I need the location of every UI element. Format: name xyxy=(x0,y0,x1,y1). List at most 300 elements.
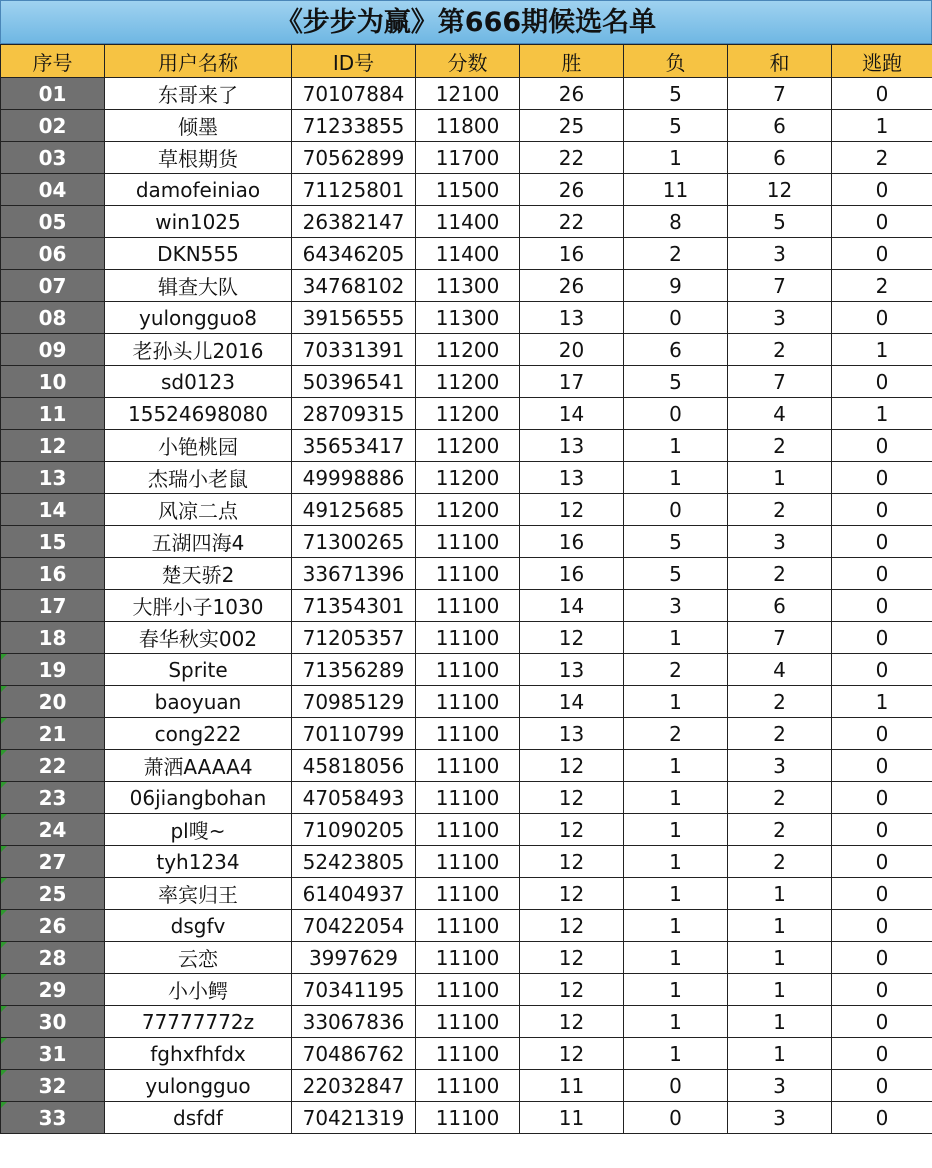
draws-cell[interactable]: 2 xyxy=(728,814,832,846)
table-row xyxy=(1,910,932,942)
wins-cell[interactable]: 12 xyxy=(520,1006,624,1038)
losses-cell[interactable]: 0 xyxy=(624,302,728,334)
header-row xyxy=(1,45,932,78)
id-cell[interactable]: 70422054 xyxy=(292,910,416,942)
score-cell[interactable]: 11100 xyxy=(416,590,520,622)
escapes-cell[interactable]: 0 xyxy=(832,814,932,846)
wins-cell[interactable]: 13 xyxy=(520,654,624,686)
wins-cell[interactable]: 26 xyxy=(520,78,624,110)
escapes-cell[interactable]: 0 xyxy=(832,462,932,494)
escapes-cell[interactable]: 0 xyxy=(832,78,932,110)
username-cell[interactable]: dsfdf xyxy=(105,1102,292,1134)
header-cell-wins[interactable]: 胜 xyxy=(520,45,624,78)
losses-cell[interactable]: 1 xyxy=(624,1038,728,1070)
username-cell[interactable]: 草根期货 xyxy=(105,142,292,174)
wins-cell[interactable]: 12 xyxy=(520,846,624,878)
id-cell[interactable]: 70562899 xyxy=(292,142,416,174)
id-cell[interactable]: 61404937 xyxy=(292,878,416,910)
score-cell[interactable]: 11300 xyxy=(416,270,520,302)
username-cell[interactable]: 老孙头儿2016 xyxy=(105,334,292,366)
wins-cell[interactable]: 16 xyxy=(520,238,624,270)
index-cell[interactable]: 33 xyxy=(1,1102,105,1134)
draws-cell[interactable]: 7 xyxy=(728,622,832,654)
wins-cell[interactable]: 12 xyxy=(520,942,624,974)
draws-cell[interactable]: 1 xyxy=(728,974,832,1006)
draws-cell[interactable]: 1 xyxy=(728,462,832,494)
wins-cell[interactable]: 16 xyxy=(520,526,624,558)
score-cell[interactable]: 11200 xyxy=(416,334,520,366)
username-cell[interactable]: 春华秋实002 xyxy=(105,622,292,654)
losses-cell[interactable]: 6 xyxy=(624,334,728,366)
username-cell[interactable]: 率宾归王 xyxy=(105,878,292,910)
table-row xyxy=(1,750,932,782)
escapes-cell[interactable]: 0 xyxy=(832,238,932,270)
header-cell-index[interactable]: 序号 xyxy=(1,45,105,78)
score-cell[interactable]: 11300 xyxy=(416,302,520,334)
wins-cell[interactable]: 14 xyxy=(520,398,624,430)
score-cell[interactable]: 11100 xyxy=(416,782,520,814)
username-cell[interactable]: tyh1234 xyxy=(105,846,292,878)
username-cell[interactable]: yulongguo xyxy=(105,1070,292,1102)
id-cell[interactable]: 28709315 xyxy=(292,398,416,430)
escapes-cell[interactable]: 0 xyxy=(832,942,932,974)
username-cell[interactable]: Sprite xyxy=(105,654,292,686)
score-cell[interactable]: 11400 xyxy=(416,206,520,238)
draws-cell[interactable]: 2 xyxy=(728,718,832,750)
score-cell[interactable]: 11100 xyxy=(416,878,520,910)
losses-cell[interactable]: 5 xyxy=(624,558,728,590)
table-row xyxy=(1,1070,932,1102)
username-cell[interactable]: 倾墨 xyxy=(105,110,292,142)
losses-cell[interactable]: 3 xyxy=(624,590,728,622)
index-cell[interactable]: 06 xyxy=(1,238,105,270)
index-cell[interactable]: 26 xyxy=(1,910,105,942)
draws-cell[interactable]: 1 xyxy=(728,1006,832,1038)
losses-cell[interactable]: 1 xyxy=(624,622,728,654)
escapes-cell[interactable]: 1 xyxy=(832,686,932,718)
id-cell[interactable]: 70107884 xyxy=(292,78,416,110)
table-row xyxy=(1,302,932,334)
id-cell[interactable]: 33671396 xyxy=(292,558,416,590)
table-row xyxy=(1,782,932,814)
id-cell[interactable]: 49998886 xyxy=(292,462,416,494)
index-cell[interactable]: 15 xyxy=(1,526,105,558)
losses-cell[interactable]: 5 xyxy=(624,110,728,142)
escapes-cell[interactable]: 0 xyxy=(832,302,932,334)
username-cell[interactable]: cong222 xyxy=(105,718,292,750)
wins-cell[interactable]: 14 xyxy=(520,590,624,622)
id-cell[interactable]: 70331391 xyxy=(292,334,416,366)
username-cell[interactable]: 云恋 xyxy=(105,942,292,974)
escapes-cell[interactable]: 0 xyxy=(832,1038,932,1070)
wins-cell[interactable]: 13 xyxy=(520,430,624,462)
escapes-cell[interactable]: 1 xyxy=(832,398,932,430)
index-cell[interactable]: 05 xyxy=(1,206,105,238)
index-cell[interactable]: 19 xyxy=(1,654,105,686)
table-row xyxy=(1,526,932,558)
draws-cell[interactable]: 2 xyxy=(728,846,832,878)
table-row xyxy=(1,814,932,846)
id-cell[interactable]: 71205357 xyxy=(292,622,416,654)
escapes-cell[interactable]: 0 xyxy=(832,430,932,462)
username-cell[interactable]: 萧洒AAAA4 xyxy=(105,750,292,782)
index-cell[interactable]: 25 xyxy=(1,878,105,910)
username-cell[interactable]: baoyuan xyxy=(105,686,292,718)
index-cell[interactable]: 17 xyxy=(1,590,105,622)
wins-cell[interactable]: 12 xyxy=(520,782,624,814)
id-cell[interactable]: 70486762 xyxy=(292,1038,416,1070)
table-row xyxy=(1,334,932,366)
index-cell[interactable]: 23 xyxy=(1,782,105,814)
score-cell[interactable]: 11100 xyxy=(416,814,520,846)
table-row xyxy=(1,174,932,206)
id-cell[interactable]: 71125801 xyxy=(292,174,416,206)
score-cell[interactable]: 11100 xyxy=(416,1102,520,1134)
table-row xyxy=(1,142,932,174)
draws-cell[interactable]: 12 xyxy=(728,174,832,206)
losses-cell[interactable]: 5 xyxy=(624,366,728,398)
escapes-cell[interactable]: 1 xyxy=(832,110,932,142)
header-cell-score[interactable]: 分数 xyxy=(416,45,520,78)
losses-cell[interactable]: 1 xyxy=(624,942,728,974)
id-cell[interactable]: 52423805 xyxy=(292,846,416,878)
wins-cell[interactable]: 12 xyxy=(520,974,624,1006)
escapes-cell[interactable]: 0 xyxy=(832,494,932,526)
escapes-cell[interactable]: 0 xyxy=(832,174,932,206)
table-row xyxy=(1,238,932,270)
index-cell[interactable]: 12 xyxy=(1,430,105,462)
index-cell[interactable]: 09 xyxy=(1,334,105,366)
username-cell[interactable]: 大胖小子1030 xyxy=(105,590,292,622)
score-cell[interactable]: 11500 xyxy=(416,174,520,206)
draws-cell[interactable]: 7 xyxy=(728,366,832,398)
losses-cell[interactable]: 9 xyxy=(624,270,728,302)
losses-cell[interactable]: 0 xyxy=(624,1102,728,1134)
escapes-cell[interactable]: 0 xyxy=(832,558,932,590)
escapes-cell[interactable]: 0 xyxy=(832,846,932,878)
index-cell[interactable]: 30 xyxy=(1,1006,105,1038)
losses-cell[interactable]: 1 xyxy=(624,814,728,846)
header-cell-draws[interactable]: 和 xyxy=(728,45,832,78)
table-row xyxy=(1,462,932,494)
username-cell[interactable]: 东哥来了 xyxy=(105,78,292,110)
escapes-cell[interactable]: 0 xyxy=(832,622,932,654)
id-cell[interactable]: 33067836 xyxy=(292,1006,416,1038)
score-cell[interactable]: 11100 xyxy=(416,558,520,590)
wins-cell[interactable]: 13 xyxy=(520,718,624,750)
escapes-cell[interactable]: 2 xyxy=(832,270,932,302)
header-cell-id[interactable]: ID号 xyxy=(292,45,416,78)
table-row xyxy=(1,686,932,718)
draws-cell[interactable]: 1 xyxy=(728,910,832,942)
username-cell[interactable]: 小铯桃园 xyxy=(105,430,292,462)
username-cell[interactable]: 06jiangbohan xyxy=(105,782,292,814)
index-cell[interactable]: 14 xyxy=(1,494,105,526)
score-cell[interactable]: 11100 xyxy=(416,622,520,654)
wins-cell[interactable]: 20 xyxy=(520,334,624,366)
index-cell[interactable]: 01 xyxy=(1,78,105,110)
losses-cell[interactable]: 11 xyxy=(624,174,728,206)
losses-cell[interactable]: 1 xyxy=(624,686,728,718)
table-row xyxy=(1,494,932,526)
draws-cell[interactable]: 2 xyxy=(728,686,832,718)
username-cell[interactable]: 小小鳄 xyxy=(105,974,292,1006)
draws-cell[interactable]: 4 xyxy=(728,654,832,686)
score-cell[interactable]: 11200 xyxy=(416,462,520,494)
wins-cell[interactable]: 14 xyxy=(520,686,624,718)
wins-cell[interactable]: 17 xyxy=(520,366,624,398)
losses-cell[interactable]: 1 xyxy=(624,430,728,462)
losses-cell[interactable]: 8 xyxy=(624,206,728,238)
score-cell[interactable]: 11100 xyxy=(416,750,520,782)
id-cell[interactable]: 47058493 xyxy=(292,782,416,814)
draws-cell[interactable]: 3 xyxy=(728,750,832,782)
username-cell[interactable]: 杰瑞小老鼠 xyxy=(105,462,292,494)
draws-cell[interactable]: 3 xyxy=(728,238,832,270)
index-cell[interactable]: 04 xyxy=(1,174,105,206)
losses-cell[interactable]: 2 xyxy=(624,238,728,270)
index-cell[interactable]: 20 xyxy=(1,686,105,718)
username-cell[interactable]: sd0123 xyxy=(105,366,292,398)
username-cell[interactable]: 风凉二点 xyxy=(105,494,292,526)
score-cell[interactable]: 11800 xyxy=(416,110,520,142)
score-cell[interactable]: 11100 xyxy=(416,654,520,686)
index-cell[interactable]: 27 xyxy=(1,846,105,878)
score-cell[interactable]: 11100 xyxy=(416,1006,520,1038)
username-cell[interactable]: win1025 xyxy=(105,206,292,238)
escapes-cell[interactable]: 0 xyxy=(832,910,932,942)
wins-cell[interactable]: 11 xyxy=(520,1102,624,1134)
losses-cell[interactable]: 1 xyxy=(624,846,728,878)
score-cell[interactable]: 11100 xyxy=(416,942,520,974)
id-cell[interactable]: 64346205 xyxy=(292,238,416,270)
username-cell[interactable]: DKN555 xyxy=(105,238,292,270)
index-cell[interactable]: 29 xyxy=(1,974,105,1006)
score-cell[interactable]: 11200 xyxy=(416,366,520,398)
header-cell-username[interactable]: 用户名称 xyxy=(105,45,292,78)
table-row xyxy=(1,558,932,590)
draws-cell[interactable]: 3 xyxy=(728,1102,832,1134)
wins-cell[interactable]: 12 xyxy=(520,910,624,942)
escapes-cell[interactable]: 0 xyxy=(832,590,932,622)
score-cell[interactable]: 11100 xyxy=(416,718,520,750)
username-cell[interactable]: 77777772z xyxy=(105,1006,292,1038)
index-cell[interactable]: 22 xyxy=(1,750,105,782)
losses-cell[interactable]: 1 xyxy=(624,750,728,782)
score-cell[interactable]: 11100 xyxy=(416,526,520,558)
table-row xyxy=(1,942,932,974)
wins-cell[interactable]: 22 xyxy=(520,206,624,238)
username-cell[interactable]: fghxfhfdx xyxy=(105,1038,292,1070)
wins-cell[interactable]: 13 xyxy=(520,302,624,334)
score-cell[interactable]: 11100 xyxy=(416,1038,520,1070)
losses-cell[interactable]: 1 xyxy=(624,910,728,942)
score-cell[interactable]: 11100 xyxy=(416,1070,520,1102)
draws-cell[interactable]: 2 xyxy=(728,782,832,814)
losses-cell[interactable]: 2 xyxy=(624,654,728,686)
escapes-cell[interactable]: 0 xyxy=(832,366,932,398)
table-row xyxy=(1,1102,932,1134)
score-cell[interactable]: 11700 xyxy=(416,142,520,174)
escapes-cell[interactable]: 2 xyxy=(832,142,932,174)
losses-cell[interactable]: 1 xyxy=(624,1006,728,1038)
header-cell-escapes[interactable]: 逃跑 xyxy=(832,45,932,78)
draws-cell[interactable]: 2 xyxy=(728,430,832,462)
escapes-cell[interactable]: 0 xyxy=(832,526,932,558)
username-cell[interactable]: yulongguo8 xyxy=(105,302,292,334)
id-cell[interactable]: 71354301 xyxy=(292,590,416,622)
id-cell[interactable]: 49125685 xyxy=(292,494,416,526)
table-row xyxy=(1,878,932,910)
losses-cell[interactable]: 1 xyxy=(624,878,728,910)
draws-cell[interactable]: 2 xyxy=(728,558,832,590)
username-cell[interactable]: dsgfv xyxy=(105,910,292,942)
draws-cell[interactable]: 3 xyxy=(728,302,832,334)
id-cell[interactable]: 70985129 xyxy=(292,686,416,718)
wins-cell[interactable]: 26 xyxy=(520,270,624,302)
index-cell[interactable]: 32 xyxy=(1,1070,105,1102)
draws-cell[interactable]: 6 xyxy=(728,110,832,142)
candidate-table xyxy=(0,44,932,1134)
index-cell[interactable]: 02 xyxy=(1,110,105,142)
escapes-cell[interactable]: 0 xyxy=(832,206,932,238)
draws-cell[interactable]: 7 xyxy=(728,78,832,110)
table-body xyxy=(1,78,932,1134)
escapes-cell[interactable]: 0 xyxy=(832,782,932,814)
id-cell[interactable]: 71356289 xyxy=(292,654,416,686)
losses-cell[interactable]: 1 xyxy=(624,782,728,814)
table-row xyxy=(1,366,932,398)
username-cell[interactable]: damofeiniao xyxy=(105,174,292,206)
losses-cell[interactable]: 0 xyxy=(624,1070,728,1102)
wins-cell[interactable]: 12 xyxy=(520,1038,624,1070)
score-cell[interactable]: 11200 xyxy=(416,494,520,526)
index-cell[interactable]: 24 xyxy=(1,814,105,846)
id-cell[interactable]: 71090205 xyxy=(292,814,416,846)
wins-cell[interactable]: 26 xyxy=(520,174,624,206)
id-cell[interactable]: 70421319 xyxy=(292,1102,416,1134)
index-cell[interactable]: 28 xyxy=(1,942,105,974)
wins-cell[interactable]: 16 xyxy=(520,558,624,590)
draws-cell[interactable]: 6 xyxy=(728,590,832,622)
id-cell[interactable]: 45818056 xyxy=(292,750,416,782)
table-row xyxy=(1,1006,932,1038)
table-row xyxy=(1,590,932,622)
escapes-cell[interactable]: 0 xyxy=(832,1102,932,1134)
draws-cell[interactable]: 1 xyxy=(728,1038,832,1070)
escapes-cell[interactable]: 0 xyxy=(832,1070,932,1102)
id-cell[interactable]: 3997629 xyxy=(292,942,416,974)
score-cell[interactable]: 11100 xyxy=(416,686,520,718)
escapes-cell[interactable]: 1 xyxy=(832,334,932,366)
draws-cell[interactable]: 1 xyxy=(728,942,832,974)
score-cell[interactable]: 11200 xyxy=(416,398,520,430)
username-cell[interactable]: pl嗖~ xyxy=(105,814,292,846)
escapes-cell[interactable]: 0 xyxy=(832,718,932,750)
wins-cell[interactable]: 12 xyxy=(520,814,624,846)
username-cell[interactable]: 15524698080 xyxy=(105,398,292,430)
index-cell[interactable]: 11 xyxy=(1,398,105,430)
table-row xyxy=(1,270,932,302)
draws-cell[interactable]: 2 xyxy=(728,334,832,366)
id-cell[interactable]: 70110799 xyxy=(292,718,416,750)
index-cell[interactable]: 03 xyxy=(1,142,105,174)
wins-cell[interactable]: 12 xyxy=(520,494,624,526)
losses-cell[interactable]: 1 xyxy=(624,142,728,174)
id-cell[interactable]: 39156555 xyxy=(292,302,416,334)
index-cell[interactable]: 21 xyxy=(1,718,105,750)
draws-cell[interactable]: 7 xyxy=(728,270,832,302)
score-cell[interactable]: 11100 xyxy=(416,910,520,942)
draws-cell[interactable]: 1 xyxy=(728,878,832,910)
id-cell[interactable]: 22032847 xyxy=(292,1070,416,1102)
username-cell[interactable]: 五湖四海4 xyxy=(105,526,292,558)
header-cell-losses[interactable]: 负 xyxy=(624,45,728,78)
id-cell[interactable]: 50396541 xyxy=(292,366,416,398)
id-cell[interactable]: 34768102 xyxy=(292,270,416,302)
index-cell[interactable]: 08 xyxy=(1,302,105,334)
score-cell[interactable]: 11100 xyxy=(416,974,520,1006)
index-cell[interactable]: 16 xyxy=(1,558,105,590)
username-cell[interactable]: 辑查大队 xyxy=(105,270,292,302)
escapes-cell[interactable]: 0 xyxy=(832,1006,932,1038)
draws-cell[interactable]: 2 xyxy=(728,494,832,526)
username-cell[interactable]: 楚天骄2 xyxy=(105,558,292,590)
draws-cell[interactable]: 5 xyxy=(728,206,832,238)
losses-cell[interactable]: 1 xyxy=(624,974,728,1006)
escapes-cell[interactable]: 0 xyxy=(832,878,932,910)
id-cell[interactable]: 71300265 xyxy=(292,526,416,558)
index-cell[interactable]: 13 xyxy=(1,462,105,494)
score-cell[interactable]: 12100 xyxy=(416,78,520,110)
draws-cell[interactable]: 4 xyxy=(728,398,832,430)
wins-cell[interactable]: 12 xyxy=(520,750,624,782)
wins-cell[interactable]: 25 xyxy=(520,110,624,142)
table-row xyxy=(1,974,932,1006)
draws-cell[interactable]: 3 xyxy=(728,1070,832,1102)
index-cell[interactable]: 18 xyxy=(1,622,105,654)
losses-cell[interactable]: 1 xyxy=(624,462,728,494)
losses-cell[interactable]: 5 xyxy=(624,526,728,558)
draws-cell[interactable]: 3 xyxy=(728,526,832,558)
index-cell[interactable]: 31 xyxy=(1,1038,105,1070)
escapes-cell[interactable]: 0 xyxy=(832,750,932,782)
losses-cell[interactable]: 0 xyxy=(624,494,728,526)
losses-cell[interactable]: 5 xyxy=(624,78,728,110)
escapes-cell[interactable]: 0 xyxy=(832,654,932,686)
index-cell[interactable]: 10 xyxy=(1,366,105,398)
score-cell[interactable]: 11100 xyxy=(416,846,520,878)
escapes-cell[interactable]: 0 xyxy=(832,974,932,1006)
losses-cell[interactable]: 0 xyxy=(624,398,728,430)
table-row xyxy=(1,622,932,654)
score-cell[interactable]: 11400 xyxy=(416,238,520,270)
id-cell[interactable]: 35653417 xyxy=(292,430,416,462)
index-cell[interactable]: 07 xyxy=(1,270,105,302)
wins-cell[interactable]: 13 xyxy=(520,462,624,494)
wins-cell[interactable]: 22 xyxy=(520,142,624,174)
wins-cell[interactable]: 12 xyxy=(520,878,624,910)
table-row xyxy=(1,110,932,142)
wins-cell[interactable]: 12 xyxy=(520,622,624,654)
losses-cell[interactable]: 2 xyxy=(624,718,728,750)
id-cell[interactable]: 70341195 xyxy=(292,974,416,1006)
id-cell[interactable]: 26382147 xyxy=(292,206,416,238)
score-cell[interactable]: 11200 xyxy=(416,430,520,462)
wins-cell[interactable]: 11 xyxy=(520,1070,624,1102)
id-cell[interactable]: 71233855 xyxy=(292,110,416,142)
draws-cell[interactable]: 6 xyxy=(728,142,832,174)
